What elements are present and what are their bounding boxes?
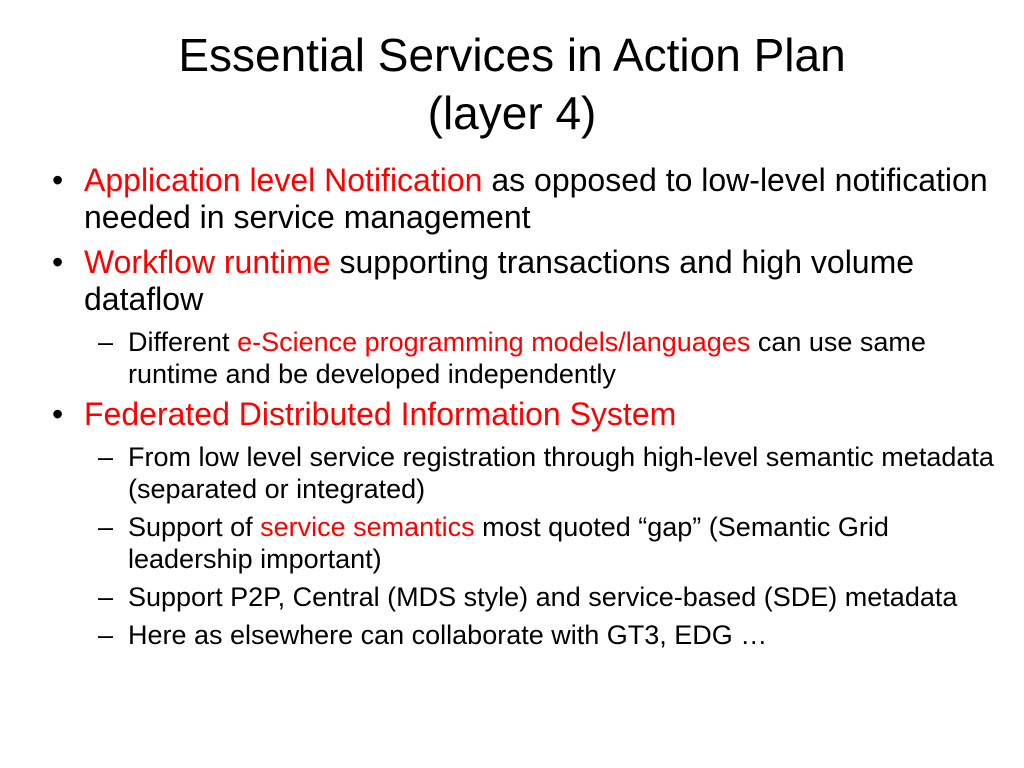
highlighted-text: service semantics (260, 512, 475, 542)
bullet-item (52, 162, 1002, 236)
sub-bullet-text: Different (128, 327, 238, 357)
highlighted-text: Federated Distributed Information System (84, 396, 677, 432)
sub-bullet-text: Support P2P, Central (MDS style) and service-based (SDE) metadata (128, 582, 958, 612)
sub-bullet-item (98, 581, 1002, 613)
slide-title-line-1: Essential Services in Action Plan (178, 29, 846, 81)
sub-bullet-marker: – (98, 620, 114, 650)
bullet-marker: • (52, 162, 64, 198)
sub-bullet-item (98, 326, 1002, 390)
sub-bullet-text: Here as elsewhere can collaborate with GT3, EDG … (128, 620, 768, 650)
bullet-marker: • (52, 396, 64, 432)
sub-bullet-item (98, 619, 1002, 651)
slide-body (52, 162, 1002, 657)
highlighted-text: Application level Notification (84, 162, 483, 198)
sub-bullet-text: can use same runtime and be developed independently (128, 327, 926, 389)
sub-bullet-text: Support of (128, 512, 261, 542)
bullet-text: as opposed to low-level notification needed in service management (84, 162, 988, 235)
bullet-marker: • (52, 244, 64, 280)
sub-bullet-marker: – (98, 327, 114, 357)
highlighted-text: e-Science programming models/languages (237, 327, 751, 357)
sub-bullet-marker: – (98, 582, 114, 612)
sub-bullet-marker: – (98, 512, 114, 542)
sub-bullet-item (98, 441, 1002, 505)
sub-bullet-text: most quoted “gap” (Semantic Grid leadership important) (128, 512, 889, 574)
bullet-item (52, 244, 1002, 318)
highlighted-text: Workflow runtime (84, 244, 331, 280)
sub-bullet-marker: – (98, 442, 114, 472)
slide-title (40, 26, 984, 142)
sub-bullet-item (98, 511, 1002, 575)
slide-title-line-2: (layer 4) (427, 87, 597, 139)
bullet-item (52, 396, 1002, 433)
sub-bullet-text: From low level service registration through high-level semantic metadata (separated or integrated) (128, 442, 994, 504)
bullet-text: supporting transactions and high volume dataflow (84, 244, 915, 317)
